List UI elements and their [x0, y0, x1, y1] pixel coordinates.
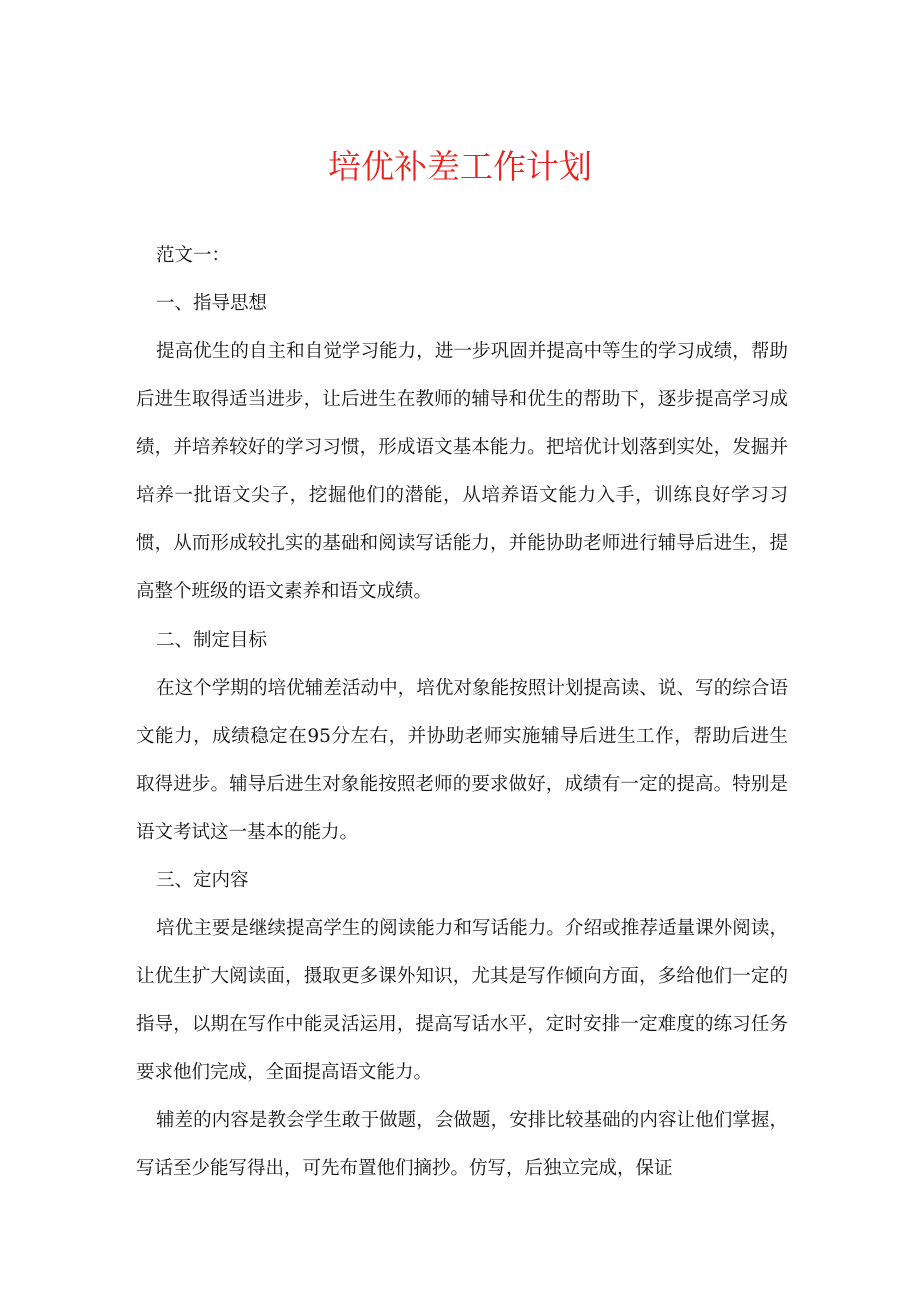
section-heading-set-goals: 二、制定目标 [156, 629, 268, 651]
document-title: 培优补差工作计划 [328, 147, 592, 186]
paragraph-set-goals: 在这个学期的培优辅差活动中，培优对象能按照计划提高读、说、写的综合语文能力，成绩稳定在95分左右，并协助老师实施辅导后进生工作，帮助后进生取得进步。辅导后进生对象能按照老师的要求做好，成绩有一定的提高。特别是语文考试这一基本的能力。 [136, 677, 788, 843]
sample-label: 范文一： [156, 245, 231, 266]
section-heading-content: 三、定内容 [156, 869, 249, 891]
paragraph-content-advanced: 培优主要是继续提高学生的阅读能力和写话能力。介绍或推荐适量课外阅读，让优生扩大阅读面，摄取更多课外知识，尤其是写作倾向方面，多给他们一定的指导，以期在写作中能灵活运用，提高写话水平，定时安排一定难度的练习任务要求他们完成，全面提高语文能力。 [136, 917, 788, 1084]
paragraph-content-remedial: 辅差的内容是教会学生敢于做题，会做题，安排比较基础的内容让他们掌握，写话至少能写得出，可先布置他们摘抄。仿写，后独立完成，保证 [136, 1110, 788, 1180]
document-body [136, 232, 788, 1194]
section-heading-guiding-thought: 一、指导思想 [156, 293, 268, 314]
paragraph-guiding-thought: 提高优生的自主和自觉学习能力，进一步巩固并提高中等生的学习成绩，帮助后进生取得适当进步，让后进生在教师的辅导和优生的帮助下，逐步提高学习成绩，并培养较好的学习习惯，形成语文基本能力。把培优计划落到实处，发掘并培养一批语文尖子，挖掘他们的潜能，从培养语文能力入手，训练良好学习习惯，从而形成较扎实的基础和阅读写话能力，并能协助老师进行辅导后进生，提高整个班级的语文素养和语文成绩。 [136, 341, 788, 603]
